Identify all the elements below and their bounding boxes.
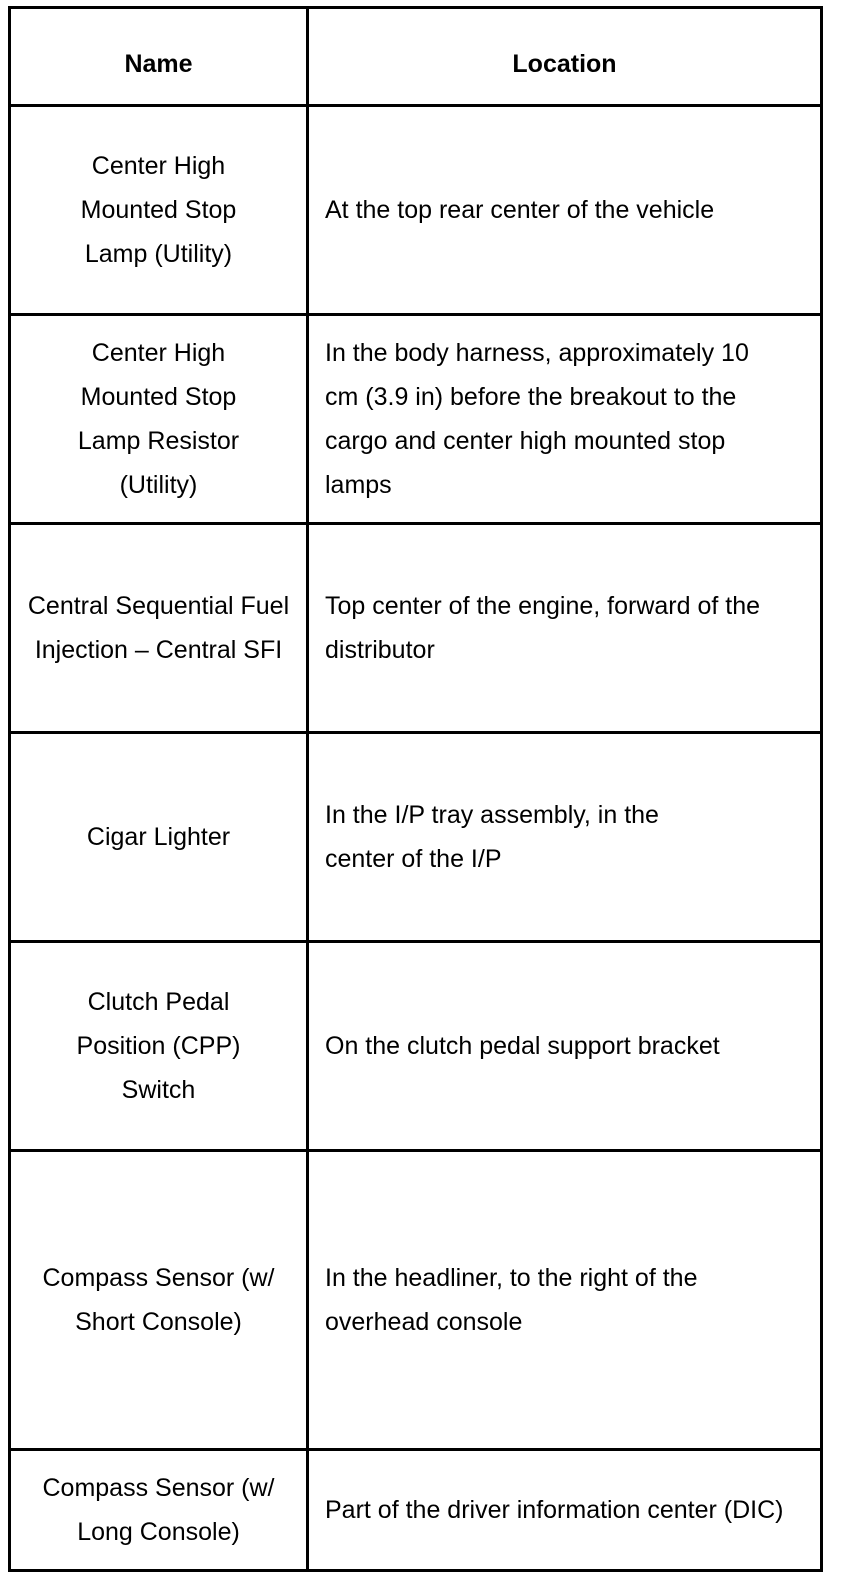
component-name: Compass Sensor (w/ Short Console) [10, 1151, 308, 1450]
component-location: Part of the driver information center (DIC) [308, 1450, 822, 1571]
table-row [10, 1151, 822, 1450]
table-row [10, 733, 822, 942]
component-name: Compass Sensor (w/ Long Console) [10, 1450, 308, 1571]
table-row [10, 106, 822, 315]
component-name: Center High Mounted Stop Lamp (Utility) [10, 106, 308, 315]
table-header-row [10, 8, 822, 106]
component-location-table [8, 6, 823, 1572]
component-location: In the body harness, approximately 10 cm (3.9 in) before the breakout to the cargo and center high mounted stop lamps [308, 315, 822, 524]
component-location: Top center of the engine, forward of the distributor [308, 524, 822, 733]
component-name: Center High Mounted Stop Lamp Resistor (Utility) [10, 315, 308, 524]
component-location: At the top rear center of the vehicle [308, 106, 822, 315]
component-location: In the headliner, to the right of the overhead console [308, 1151, 822, 1450]
table-row [10, 942, 822, 1151]
component-name: Cigar Lighter [10, 733, 308, 942]
component-location: In the I/P tray assembly, in the center of the I/P [308, 733, 822, 942]
table-row [10, 524, 822, 733]
component-location: On the clutch pedal support bracket [308, 942, 822, 1151]
table-row [10, 1450, 822, 1571]
component-name: Central Sequential Fuel Injection – Central SFI [10, 524, 308, 733]
component-name: Clutch Pedal Position (CPP) Switch [10, 942, 308, 1151]
location-column-header: Location [308, 8, 822, 106]
table-row [10, 315, 822, 524]
name-column-header: Name [10, 8, 308, 106]
